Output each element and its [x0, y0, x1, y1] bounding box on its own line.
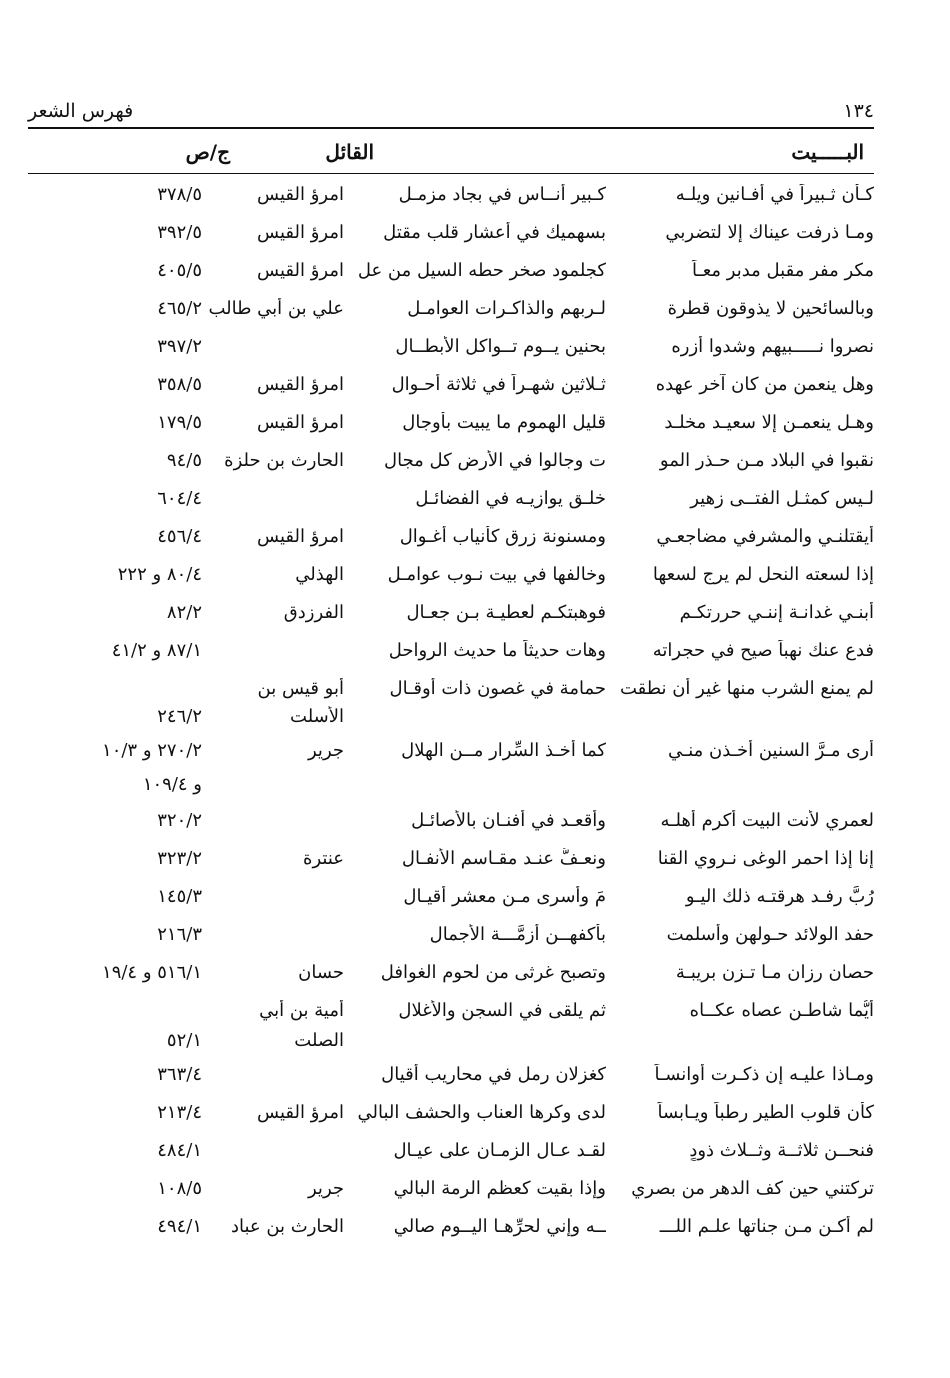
table-row	[0, 256, 950, 290]
volume-page-ref: ٣٦٣/٤	[157, 1064, 202, 1085]
verse-first-hemistich: تركتني حين كف الدهر من بصري	[631, 1178, 874, 1199]
volume-page-ref: ٣٩٢/٥	[157, 222, 202, 243]
verse-first-hemistich: لعمري لأنت البيت أكرم أهلـه	[660, 810, 874, 831]
verse-first-hemistich: حفد الولائد حـولهن وأسلمت	[666, 924, 874, 945]
table-row	[0, 408, 950, 442]
verse-second-hemistich: فوهبتكـم لعطيـة بـن جعـال	[406, 602, 606, 623]
volume-page-ref: ٢١٦/٣	[157, 924, 202, 945]
table-row	[0, 598, 950, 632]
verse-first-hemistich: كـأن ثـبيراً في أفـانين ويلـه	[675, 184, 874, 205]
volume-page-ref: ١٠٨/٥	[157, 1178, 202, 1199]
verse-second-hemistich: ونعـفُّ عنـد مقـاسم الأنفـال	[401, 848, 606, 869]
verse-second-hemistich: وإذا بقيت كعظم الرمة البالي	[393, 1178, 606, 1199]
volume-page-ref: ٣٢٣/٢	[157, 848, 202, 869]
header-rule	[28, 127, 874, 129]
table-row	[0, 996, 950, 1030]
verse-second-hemistich: وتصبح غرثى من لحوم الغوافل	[380, 962, 606, 983]
verse-first-hemistich: فنحــن ثلاثــة وثــلاث ذودٍ	[689, 1140, 874, 1161]
verse-first-hemistich: ومـا ذرفت عيناك إلا لتضربي	[665, 222, 874, 243]
verse-first-hemistich: إنا إذا احمر الوغى نـروي القنا	[657, 848, 874, 869]
verse-first-hemistich: مكر مفر مقبل مدبر معـاً	[691, 260, 874, 281]
poet-name: جرير	[308, 740, 344, 761]
table-row	[0, 522, 950, 556]
volume-page-ref: ٨٠/٤ و ٢٢٢	[117, 564, 202, 585]
table-row	[0, 484, 950, 518]
verse-second-hemistich: ومسنونة زرق كأنياب أغـوال	[399, 526, 606, 547]
column-header-rule	[28, 173, 874, 174]
table-row	[0, 882, 950, 916]
volume-page-ref: ٤٠٥/٥	[157, 260, 202, 281]
table-row	[0, 806, 950, 840]
verse-first-hemistich: وهل ينعمن من كان آخر عهده	[655, 374, 874, 395]
poet-name: الصلت	[294, 1030, 344, 1051]
poet-name: حسان	[298, 962, 344, 983]
verse-second-hemistich: كما أخـذ السِّرار مــن الهلال	[401, 740, 606, 761]
poet-name: علي بن أبي طالب	[208, 298, 344, 319]
verse-first-hemistich: نقبوا في البلاد مـن حـذر المو	[659, 450, 874, 471]
verse-second-hemistich: بأكفهــن أزمَّـــة الأجمال	[429, 924, 606, 945]
poet-name: امرؤ القيس	[257, 184, 344, 205]
column-header-ref: ج/ص	[185, 140, 230, 164]
poet-name: عنترة	[303, 848, 344, 869]
volume-page-ref: ٣٩٧/٢	[157, 336, 202, 357]
table-row	[0, 294, 950, 328]
verse-first-hemistich: لم يمنع الشرب منها غير أن نطقت	[620, 678, 874, 699]
verse-second-hemistich: لقـد عـال الزمـان على عيـال	[393, 1140, 606, 1161]
verse-second-hemistich: ــه وإني لحرِّهـا اليــوم صالي	[393, 1216, 606, 1237]
volume-page-ref: و ١٠٩/٤	[142, 774, 202, 795]
verse-first-hemistich: ومـاذا عليـه إن ذكـرت أوانسـاً	[654, 1064, 874, 1085]
verse-first-hemistich: لم أكـن مـن جناتها علـم اللـــ	[659, 1216, 874, 1237]
table-row	[0, 958, 950, 992]
verse-first-hemistich: أرى مـرَّ السنين أخـذن منـي	[667, 740, 874, 761]
poet-name: امرؤ القيس	[257, 1102, 344, 1123]
volume-page-ref: ١٤٥/٣	[157, 886, 202, 907]
verse-first-hemistich: أيقتلنـي والمشرفي مضاجعـي	[656, 526, 874, 547]
verse-second-hemistich: قليل الهموم ما يبيت بأوجال	[402, 412, 606, 433]
poet-name: الفرزدق	[283, 602, 344, 623]
poet-name: الأسلت	[290, 706, 344, 727]
volume-page-ref: ٦٠٤/٤	[157, 488, 202, 509]
table-row	[0, 920, 950, 954]
table-row	[0, 1212, 950, 1246]
volume-page-ref: ٤٩٤/١	[157, 1216, 202, 1237]
verse-second-hemistich: كجلمود صخر حطه السيل من عل	[357, 260, 606, 281]
verse-first-hemistich: أبنـي غدانـة إننـي حررتكـم	[679, 602, 874, 623]
section-title: فهرس الشعر	[28, 100, 134, 122]
verse-second-hemistich: كـبير أنــاس في بجاد مزمـل	[398, 184, 606, 205]
volume-page-ref: ٣٢٠/٢	[157, 810, 202, 831]
table-row	[0, 636, 950, 670]
table-row	[0, 1026, 950, 1060]
verse-second-hemistich: ت وجالوا في الأرض كل مجال	[384, 450, 606, 471]
poet-name: امرؤ القيس	[257, 374, 344, 395]
verse-second-hemistich: وخالفها في بيت نـوب عوامـل	[387, 564, 606, 585]
verse-second-hemistich: حمامة في غصون ذات أوقـال	[389, 678, 606, 699]
volume-page-ref: ٥١٦/١ و ١٩/٤	[102, 962, 202, 983]
table-row	[0, 446, 950, 480]
table-row	[0, 332, 950, 366]
poet-name: امرؤ القيس	[257, 526, 344, 547]
volume-page-ref: ٣٧٨/٥	[157, 184, 202, 205]
volume-page-ref: ٤٦٥/٢	[157, 298, 202, 319]
volume-page-ref: ٤٨٤/١	[157, 1140, 202, 1161]
verse-second-hemistich: مَ وأسرى مـن معشر أقيـال	[403, 886, 606, 907]
volume-page-ref: ٢٧٠/٢ و ١٠/٣	[102, 740, 202, 761]
verse-second-hemistich: بسهميك في أعشار قلب مقتل	[383, 222, 606, 243]
volume-page-ref: ٨٧/١ و ٤١/٢	[111, 640, 202, 661]
column-header-verse: البـــــيت	[791, 140, 864, 164]
verse-first-hemistich: إذا لسعته النحل لم يرج لسعها	[652, 564, 874, 585]
verse-second-hemistich: كغزلان رمل في محاريب أقيال	[381, 1064, 606, 1085]
verse-second-hemistich: ثـلاثين شهـراً في ثلاثة أحـوال	[391, 374, 606, 395]
volume-page-ref: ٥٢/١	[166, 1030, 202, 1051]
poet-name: امرؤ القيس	[257, 260, 344, 281]
verse-first-hemistich: كأن قلوب الطير رطباً ويـابساً	[657, 1102, 874, 1123]
volume-page-ref: ٢٤٦/٢	[157, 706, 202, 727]
volume-page-ref: ٩٤/٥	[166, 450, 202, 471]
column-header-poet: القائل	[325, 140, 374, 164]
verse-second-hemistich: لدى وكرها العناب والحشف البالي	[357, 1102, 606, 1123]
page-header	[28, 96, 874, 126]
verse-first-hemistich: رُبَّ رفـد هرقتـه ذلك اليـو	[685, 886, 874, 907]
table-row	[0, 702, 950, 736]
table-row	[0, 180, 950, 214]
column-headers	[28, 134, 874, 170]
poet-name: أبو قيس بن	[257, 678, 344, 699]
page-number: ١٣٤	[843, 100, 874, 122]
table-row	[0, 218, 950, 252]
table-row	[0, 844, 950, 878]
verse-second-hemistich: وأقعـد في أفنـان بالأصائـل	[411, 810, 606, 831]
verse-first-hemistich: أيُّما شاطـنٍ عصاه عكــاه	[689, 1000, 874, 1021]
verse-first-hemistich: فدع عنك نهباً صيح في حجراته	[652, 640, 874, 661]
verse-first-hemistich: نصروا نـــــبيهم وشدوا أزره	[671, 336, 874, 357]
poet-name: الهذلي	[295, 564, 344, 585]
poet-name: جرير	[308, 1178, 344, 1199]
poet-name: امرؤ القيس	[257, 222, 344, 243]
table-row	[0, 1060, 950, 1094]
verse-first-hemistich: حصان رزان مـا تـزن بريبـة	[675, 962, 874, 983]
poet-name: أمية بن أبي	[259, 1000, 344, 1021]
verse-first-hemistich: وبالسائحين لا يذوقون قطرة	[667, 298, 874, 319]
volume-page-ref: ٣٥٨/٥	[157, 374, 202, 395]
volume-page-ref: ٨٢/٢	[166, 602, 202, 623]
table-row	[0, 370, 950, 404]
verse-second-hemistich: بحنين يــوم تــواكل الأبطــال	[395, 336, 606, 357]
table-row	[0, 1136, 950, 1170]
poet-name: الحارث بن عباد	[230, 1216, 344, 1237]
table-row	[0, 736, 950, 770]
verse-second-hemistich: وهات حديثاً ما حديث الرواحل	[388, 640, 606, 661]
table-row	[0, 770, 950, 804]
verse-first-hemistich: وهـل ينعمـن إلا سعيـد مخلـد	[664, 412, 874, 433]
verse-first-hemistich: لـيس كمثـل الفتــى زهير	[690, 488, 874, 509]
table-row	[0, 1098, 950, 1132]
table-row	[0, 1174, 950, 1208]
verse-second-hemistich: خلـق يوازيـه في الفضائـل	[415, 488, 606, 509]
volume-page-ref: ١٧٩/٥	[157, 412, 202, 433]
poet-name: الحارث بن حلزة	[224, 450, 344, 471]
poet-name: امرؤ القيس	[257, 412, 344, 433]
table-row	[0, 560, 950, 594]
volume-page-ref: ٢١٣/٤	[157, 1102, 202, 1123]
verse-second-hemistich: لـربهم والذاكـرات العوامـل	[407, 298, 606, 319]
volume-page-ref: ٤٥٦/٤	[157, 526, 202, 547]
verse-second-hemistich: ثم يلقى في السجن والأغلال	[398, 1000, 606, 1021]
